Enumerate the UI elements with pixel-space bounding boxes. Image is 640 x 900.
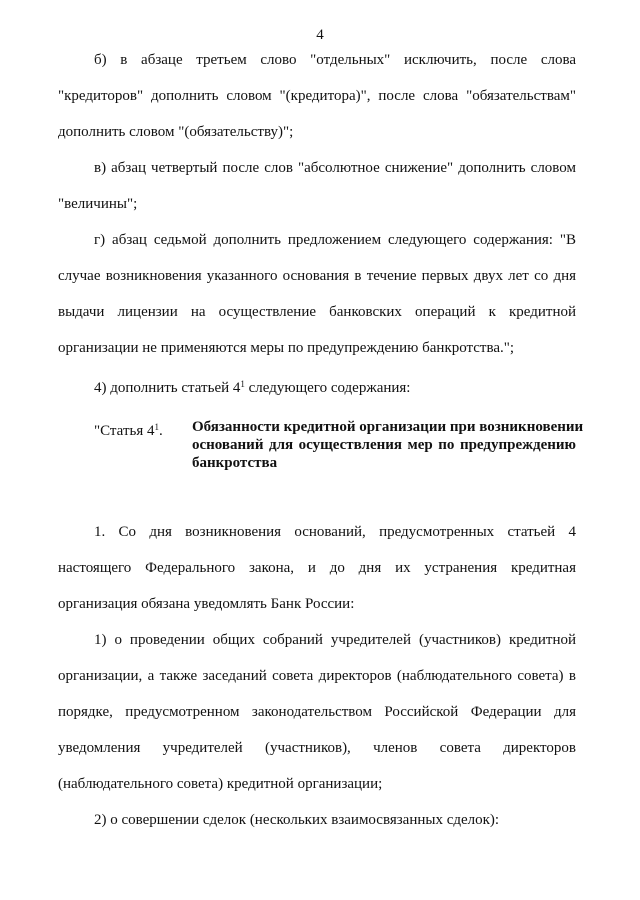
paragraph-g-line-1: г) абзац седьмой дополнить предложением следующего содержания: "В — [94, 232, 576, 248]
item-1-line-4: уведомления учредителей (участников), членов совета директоров — [58, 740, 576, 756]
paragraph-b-line-1: б) в абзаце третьем слово "отдельных" исключить, после слова — [94, 52, 576, 68]
article-title — [192, 418, 584, 472]
paragraph-v-line-2: "величины"; — [58, 196, 138, 212]
paragraph-g-line-3: выдачи лицензии на осуществление банковских операций к кредитной — [58, 304, 576, 320]
paragraph-b-line-3: дополнить словом "(обязательству)"; — [58, 124, 294, 140]
article-label — [94, 406, 163, 440]
article-label-prefix: "Статья 4 — [94, 423, 155, 439]
paragraph-g-line-4: организации не применяются меры по предупреждению банкротства."; — [58, 340, 515, 356]
article-label-suffix: . — [158, 423, 163, 439]
paragraph-4-text-before: 4) дополнить статьей 4 — [94, 380, 241, 396]
paragraph-g-line-2: случае возникновения указанного основания в течение первых двух лет со дня — [58, 268, 576, 284]
paragraph-1 — [58, 514, 576, 622]
item-2 — [58, 802, 576, 838]
paragraph-1-line-3: организация обязана уведомлять Банк России: — [58, 596, 355, 612]
paragraph-4-superscript: 1 — [240, 379, 245, 389]
paragraph-g — [58, 222, 576, 366]
paragraph-1-line-2: настоящего Федерального закона, и до дня их устранения кредитная — [58, 560, 576, 576]
paragraph-4-line — [58, 366, 576, 406]
paragraph-b-line-2: "кредиторов" дополнить словом "(кредитора)", после слова "обязательствам" — [58, 88, 576, 104]
item-1-line-1: 1) о проведении общих собраний учредителей (участников) кредитной — [94, 632, 576, 648]
page-number: 4 — [316, 27, 324, 43]
article-title-line-1: Обязанности кредитной организации при возникновении — [192, 419, 584, 435]
item-1-line-2: организации, а также заседаний совета директоров (наблюдательного совета) в — [58, 668, 576, 684]
item-1-line-5: (наблюдательного совета) кредитной организации; — [58, 776, 383, 792]
paragraph-4 — [58, 366, 576, 406]
article-title-line-2: оснований для осуществления мер по предупреждению — [192, 437, 576, 453]
paragraph-4-text-after: следующего содержания: — [244, 380, 411, 396]
item-2-line-1: 2) о совершении сделок (нескольких взаимосвязанных сделок): — [94, 812, 500, 828]
document-body — [58, 42, 584, 838]
article-heading — [58, 406, 584, 478]
paragraph-v — [58, 150, 576, 222]
spacer — [58, 478, 576, 514]
paragraph-b — [58, 42, 576, 150]
article-label-superscript: 1 — [154, 422, 159, 432]
paragraph-v-line-1: в) абзац четвертый после слов "абсолютное снижение" дополнить словом — [94, 160, 576, 176]
item-1 — [58, 622, 576, 802]
article-title-line-3: банкротства — [192, 455, 278, 471]
item-1-line-3: порядке, предусмотренном законодательством Российской Федерации для — [58, 704, 576, 720]
paragraph-1-line-1: 1. Со дня возникновения оснований, предусмотренных статьей 4 — [94, 524, 576, 540]
